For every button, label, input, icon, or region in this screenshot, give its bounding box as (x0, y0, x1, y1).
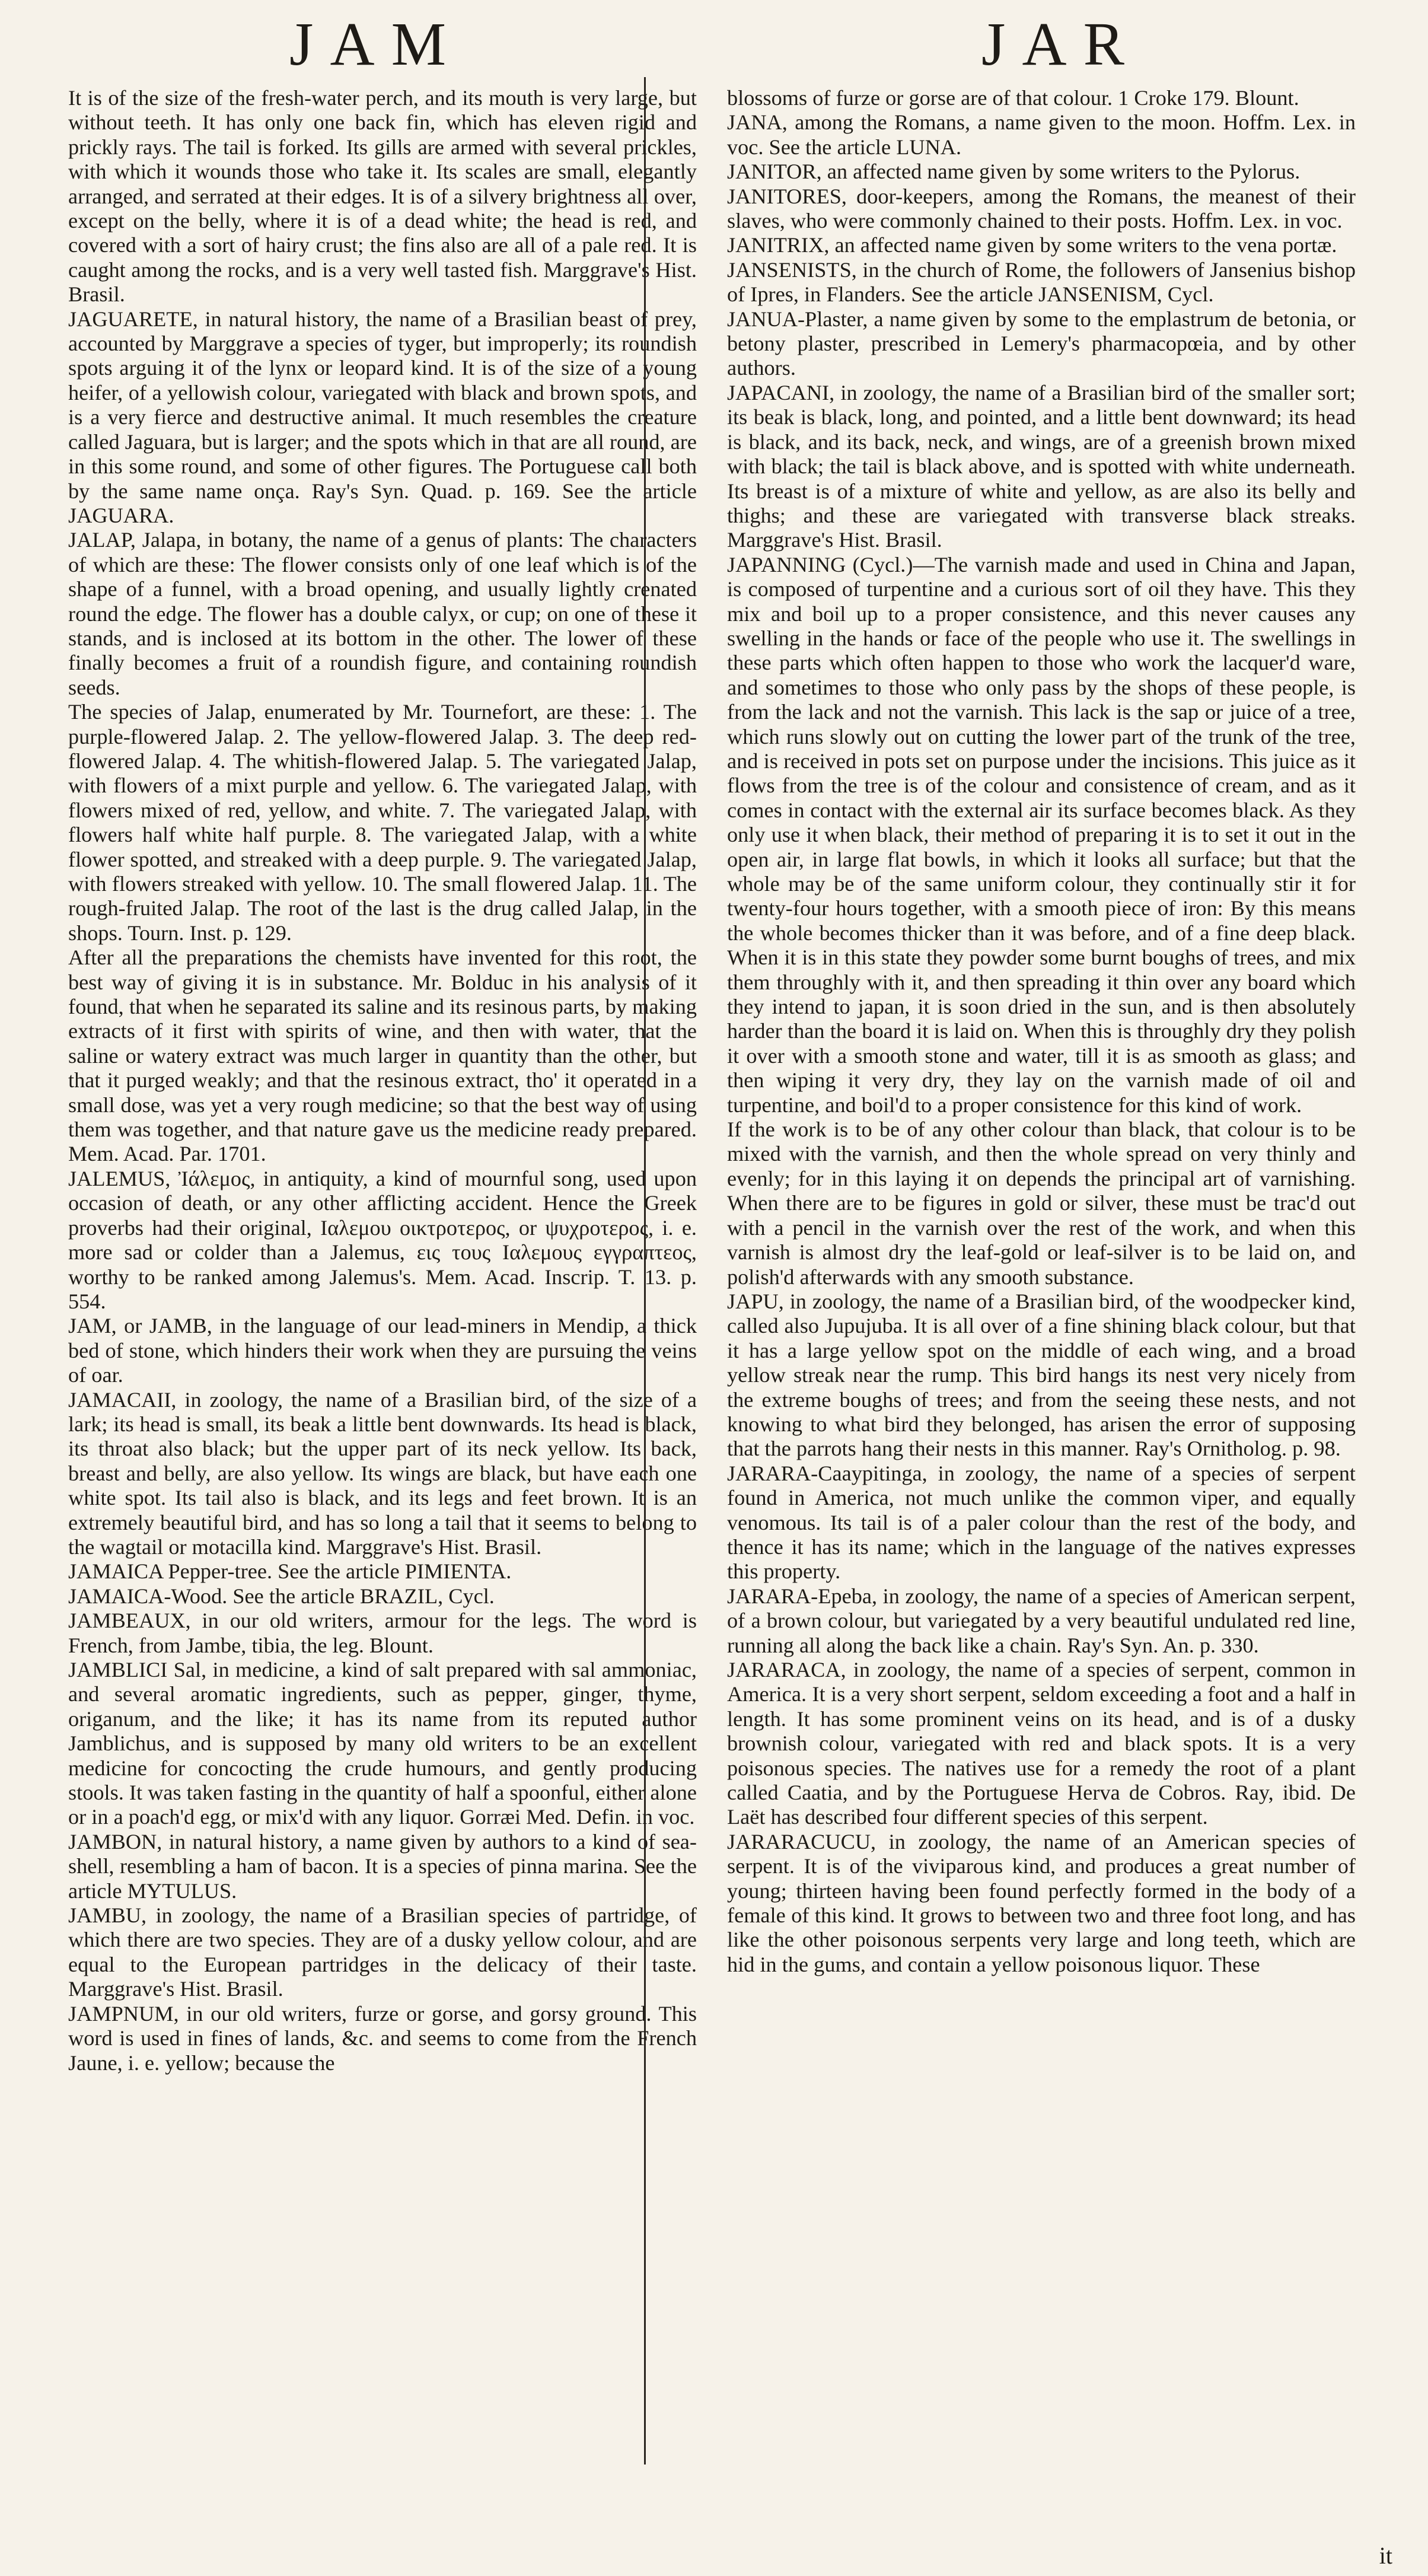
entry-text: in our old writers, armour for the legs. The word is French, from Jambe, tibia, the leg. Blount. (68, 1609, 697, 1657)
headword: JAMPNUM, (68, 2001, 179, 2026)
entry (727, 258, 1356, 307)
entry (68, 528, 697, 700)
headword: JANITORES, (727, 184, 847, 208)
entry (727, 160, 1356, 184)
entry-text: in zoology, the name of a Brasilian species of partridge, of which there are two species. They are of a dusky yellow colour, and are equal to the European partridges in the delicacy of their taste. Marggrave's Hist. Brasil. (68, 1903, 697, 2001)
entry-text: in zoology, the name of a Brasilian bird, of the woodpecker kind, called also Jupujuba. It is all over of a fine shining black colour, but that it has a large yellow spot on the middle of each wing, and a broad yellow streak near the rump. This bird hangs its nest very nicely from the extreme boughs of trees; and from the seeing these nests, and not knowing to what bird they belonged, has arisen the error of supposing that the parrots hang their nests in this manner. Ray's Ornitholog. p. 98. (727, 1289, 1356, 1461)
entry-text: or JAMB, in the language of our lead-miners in Mendip, a thick bed of stone, which hinders their work when they are pursuing the veins of oar. (68, 1314, 697, 1387)
headword: JANITRIX, (727, 233, 830, 257)
entry-text: in zoology, the name of a species of serpent found in America, not much unlike the common viper, and equally venomous. Its tail is of a paler colour than the rest of the body, and thence it has its name; which in the language of the natives expresses this property. (727, 1461, 1356, 1584)
entry (727, 1461, 1356, 1584)
entry (727, 86, 1356, 110)
entry-text: door-keepers, among the Romans, the meanest of their slaves, who were commonly chained to their posts. Hoffm. Lex. in voc. (727, 184, 1356, 233)
entry (727, 381, 1356, 553)
headword: JAMAICA-Wood. (68, 1584, 228, 1608)
columns (68, 86, 1392, 2576)
entry-text: in natural history, a name given by authors to a kind of sea-shell, resembling a ham of bacon. It is a species of pinna marina. See the article MYTULUS. (68, 1829, 697, 1903)
headword: JARARA-Epeba, (727, 1584, 878, 1608)
entry (727, 553, 1356, 1117)
entry (727, 110, 1356, 160)
entry (727, 233, 1356, 257)
entry (727, 1830, 1356, 1977)
entry-text: in zoology, the name of an American species of serpent. It is of the viviparous kind, and produces a great number of young; thirteen having been found perfectly formed in the body of a female of this kind. It grows to between two and three foot long, and has like the other poisonous serpents very large and long teeth, which are hid in the gums, and contain a yellow poisonous liquor. These (727, 1829, 1356, 1976)
entry (68, 700, 697, 945)
entry-text: The species of Jalap, enumerated by Mr. Tournefort, are these: 1. The purple-flowered Jalap. 2. The yellow-flowered Jalap. 3. The deep red-flowered Jalap. 4. The whitish-flowered Jalap. 5. The variegated Jalap, with flowers of a mixt purple and yellow. 6. The variegated Jalap, with flowers mixed of red, yellow, and white. 7. The variegated Jalap, with flowers half white half purple. 8. The variegated Jalap, with a white flower spotted, and streaked with a deep purple. 9. The variegated Jalap, with flowers streaked with yellow. 10. The small flowered Jalap. 11. The rough-fruited Jalap. The root of the last is the drug called Jalap, in the shops. Tourn. Inst. p. 129. (68, 700, 697, 945)
entry (727, 1658, 1356, 1830)
entry (727, 184, 1356, 234)
entry-text: in zoology, the name of a Brasilian bird, of the size of a lark; its head is small, its beak a little bent downwards. Its head is black, its throat also black; but the upper part of its neck yellow. Its back, breast and belly, are also yellow. Its wings are black, but have each one white spot. Its tail also is black, and its legs and feet brown. It is an extremely beautiful bird, and has so long a tail that it seems to belong to the wagtail or motacilla kind. Marggrave's Hist. Brasil. (68, 1387, 697, 1559)
entry (68, 307, 697, 528)
entry-text: in our old writers, furze or gorse, and gorsy ground. This word is used in fines of lands, &c. and seems to come from the French Jaune, i. e. yellow; because the (68, 2001, 697, 2075)
headword: JALEMUS, (68, 1166, 171, 1190)
running-header (0, 9, 1428, 98)
entry (727, 1117, 1356, 1289)
entry (68, 1830, 697, 1903)
entry-text: a name given by some to the emplastrum de betonia, or betony plaster, prescribed in Lemery's pharmacopœia, and by other authors. (727, 307, 1356, 380)
entry (68, 1903, 697, 2002)
headword: JAMBU, (68, 1903, 147, 1928)
entry (68, 1609, 697, 1658)
headword: JANITOR, (727, 160, 822, 184)
entry (68, 1584, 697, 1609)
entry (68, 86, 697, 307)
headword: JAMAICA (68, 1559, 163, 1584)
entry (68, 1658, 697, 1830)
headword: JAMBON, (68, 1829, 162, 1854)
headword: JANA, (727, 110, 788, 135)
entry (68, 2002, 697, 2075)
entry-text: an affected name given by some writers to the vena portæ. (834, 233, 1337, 257)
headword: JAGUARETE, (68, 307, 198, 331)
header-left: JAM (289, 10, 463, 78)
entry-text: in natural history, the name of a Brasilian beast of prey, accounted by Marggrave a species of tyger, but improperly; its roundish spots arguing it of the lynx or leopard kind. It is of the size of a young heifer, of a yellowish colour, variegated with black and brown spots, and is a very fierce and destructive animal. It much resembles the creature called Jaguara, but is larger; and the spots which in that are all round, are in this some round, and some of other figures. The Portuguese call both by the same name onça. Ray's Syn. Quad. p. 169. See the article JAGUARA. (68, 307, 697, 527)
header-right: JAR (981, 10, 1141, 78)
headword: JAPANNING (727, 552, 846, 577)
headword: JAMBEAUX, (68, 1609, 191, 1633)
entry-text: among the Romans, a name given to the moon. Hoffm. Lex. in voc. See the article LUNA. (727, 110, 1356, 159)
catchword: it (1379, 2542, 1392, 2569)
headword: JAMBLICI (68, 1658, 168, 1682)
headword: JANSENISTS, (727, 257, 857, 282)
headword: JALAP, (68, 528, 136, 552)
entry-text: an affected name given by some writers to the Pylorus. (827, 160, 1301, 184)
left-column (68, 86, 697, 2075)
entry-text: Sal, in medicine, a kind of salt prepared with sal ammoniac, and several aromatic ingredients, such as pepper, ginger, thyme, origanum, and the like; it has its name from its reputed author Jamblichus, and is supposed by many old writers to be an excellent medicine for concocting the crude humours, and gently producing stools. It was taken fasting in the quantity of half a spoonful, either alone or in a poach'd egg, or mix'd with any liquor. Gorræi Med. Defin. in voc. (68, 1658, 697, 1829)
headword: JANUA-Plaster, (727, 307, 868, 331)
entry-text: It is of the size of the fresh-water perch, and its mouth is very large, but without teeth. It has only one back fin, which has eleven rigid and prickly rays. The tail is forked. Its gills are armed with several prickles, with which it wounds those who take it. Its scales are small, elegantly arranged, and serrated at their edges. It is of a silvery brightness all over, except on the belly, where it is of a dead white; the head is red, and covered with a sort of hairy crust; the fins also are all of a pale red. It is caught among the rocks, and is a very well tasted fish. Marggrave's Hist. Brasil. (68, 86, 697, 307)
entry-text: Ἰάλεμος, in antiquity, a kind of mournful song, used upon occasion of death, or any other afflicting accident. Hence the Greek proverbs had their original, Ιαλεμου οικτροτερος, or ψυχροτερος, i. e. more sad or colder than a Jalemus, εις τους Ιαλεμους εγγραπτεος, worthy to be ranked among Jalemus's. Mem. Acad. Inscrip. T. 13. p. 554. (68, 1166, 697, 1313)
entry (727, 1289, 1356, 1461)
entry-text: in zoology, the name of a Brasilian bird of the smaller sort; its beak is black, long, and pointed, and a little bent downward; its head is black, and its back, neck, and wings, are of a greenish brown mixed with black; the tail is black above, and is spotted with white underneath. Its breast is of a mixture of white and yellow, as are also its belly and thighs; and these are variegated with transverse black streaks. Marggrave's Hist. Brasil. (727, 380, 1356, 552)
entry-text: blossoms of furze or gorse are of that colour. 1 Croke 179. Blount. (727, 86, 1299, 110)
entry-text: Pepper-tree. See the article PIMIENTA. (168, 1559, 512, 1584)
entry (68, 1314, 697, 1387)
right-column (727, 86, 1356, 1977)
entry (68, 1559, 697, 1584)
headword: JAM, (68, 1314, 117, 1338)
entry-text: in the church of Rome, the followers of Jansenius bishop of Ipres, in Flanders. See the article JANSENISM, Cycl. (727, 257, 1356, 307)
entry-text: in zoology, the name of a species of serpent, common in America. It is a very short serpent, seldom exceeding a foot and a half in length. It has some prominent veins on its head, and is of a dusky brownish colour, variegated with red and black spots. It is a very poisonous species. The natives use for a remedy the root of a plant called Caatia, and by the Portuguese Herva de Cobros. Ray, ibid. De Laët has described four different species of this serpent. (727, 1658, 1356, 1829)
entry-text: After all the preparations the chemists have invented for this root, the best way of giving it is in substance. Mr. Bolduc in his analysis of it found, that when he separated its saline and its resinous parts, by making extracts of it first with spirits of wine, and then with water, that the saline or watery extract was much larger in quantity than the other, but that it purged weakly; and that the resinous extract, tho' it operated in a small dose, was yet a very rough medicine; so that the best way of using them was together, and that nature gave us the medicine ready prepared. Mem. Acad. Par. 1701. (68, 945, 697, 1166)
entry (68, 945, 697, 1167)
headword: JAPACANI, (727, 380, 835, 405)
entry-text: See the article BRAZIL, Cycl. (232, 1584, 495, 1608)
headword: JARARACUCU, (727, 1829, 876, 1854)
headword: JARARACA, (727, 1658, 846, 1682)
entry (68, 1167, 697, 1314)
entry-text: If the work is to be of any other colour than black, that colour is to be mixed with the varnish, and then the whole spread on very thinly and evenly; for in this laying it on depends the principal art of varnishing. When there are to be figures in gold or silver, these must be trac'd out with a pencil in the varnish over the rest of the work, and when this varnish is almost dry the leaf-gold or leaf-silver is to be laid on, and polish'd afterwards with any smooth substance. (727, 1117, 1356, 1289)
headword: JAMACAII, (68, 1387, 177, 1412)
entry (68, 1388, 697, 1560)
entry (727, 1584, 1356, 1658)
headword: JARARA-Caaypitinga, (727, 1461, 927, 1485)
entry-text: (Cycl.)—The varnish made and used in China and Japan, is composed of turpentine and a curious sort of oil they have. This they mix and boil up to a proper consistence, and this never causes any swelling in the hands or face of the people who use it. The swellings in these parts which often happen to those who work the lacquer'd ware, and sometimes to those who only pass by the shops of these people, is from the lack and not the varnish. This lack is the sap or juice of a tree, which runs slowly out on cutting the lower part of the trunk of the tree, and is received in pots set on purpose under the incisions. This juice as it flows from the tree is of the colour and consistence of cream, and as it comes in contact with the external air its surface becomes black. As they only use it when black, their method of preparing it is to set it out in the open air, in large flat bowls, in which it looks all surface; but that the whole may be of the same uniform colour, they continually stir it for twenty-four hours together, with a smooth piece of iron: By this means the whole becomes thicker than it was before, and of a fine deep black. When it is in this state they powder some burnt boughs of trees, and mix them throughly with it, and then spreading it thin over any board which they intend to japan, it is soon dried in the sun, and is then absolutely harder than the board it is laid on. When this is throughly dry they polish it over with a smooth stone and water, till it is as smooth as glass; and then wiping it very dry, they lay on the varnish made of oil and turpentine, and boil'd to a proper consistence for this kind of work. (727, 552, 1356, 1117)
headword: JAPU, (727, 1289, 784, 1313)
entry (727, 307, 1356, 381)
entry-text: in zoology, the name of a species of American serpent, of a brown colour, but variegated by a very beautiful undulated red line, running all along the back like a chain. Ray's Syn. An. p. 330. (727, 1584, 1356, 1657)
entry-text: Jalapa, in botany, the name of a genus of plants: The characters of which are these: The flower consists only of one leaf which is of the shape of a funnel, with a broad opening, and usually lightly crenated round the edge. The flower has a double calyx, or cup; on one of these it stands, and is inclosed at its bottom in the other. The lower of these finally becomes a fruit of a roundish figure, and containing roundish seeds. (68, 528, 697, 699)
